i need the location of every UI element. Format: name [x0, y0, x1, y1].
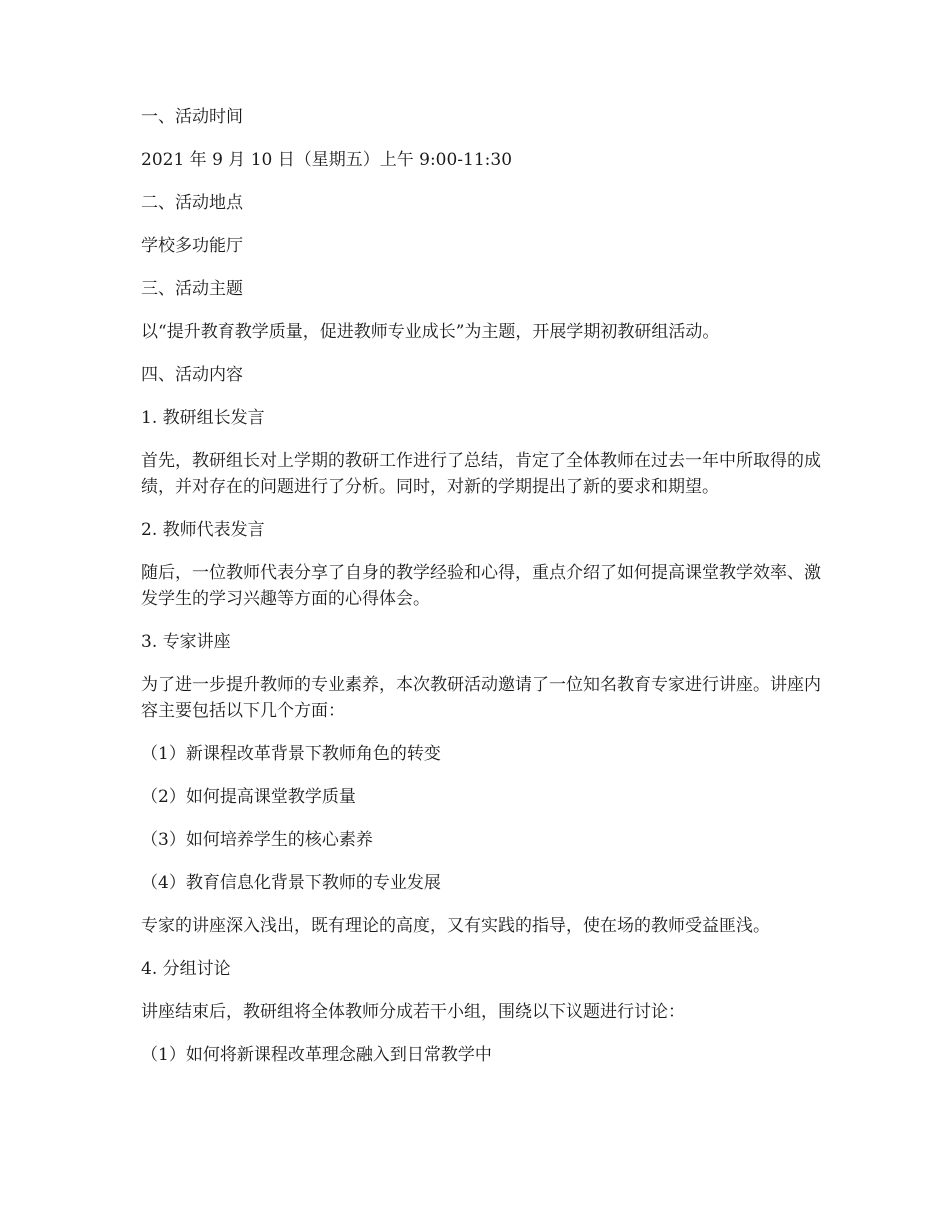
activity-location-text: 学校多功能厅 [141, 236, 243, 256]
subheading-leader-speech: 1. 教研组长发言 [141, 408, 265, 428]
section-heading-time: 一、活动时间 [141, 107, 243, 127]
lecture-topic-item: （4）教育信息化背景下教师的专业发展 [141, 873, 441, 893]
expert-lecture-text: 为了进一步提升教师的专业素养，本次教研活动邀请了一位知名教育专家进行讲座。讲座内容主要包括以下几个方面： [141, 675, 821, 721]
discussion-topic-item: （1）如何将新课程改革理念融入到日常教学中 [141, 1045, 492, 1065]
leader-speech-text: 首先，教研组长对上学期的教研工作进行了总结，肯定了全体教师在过去一年中所取得的成绩，并对存在的问题进行了分析。同时，对新的学期提出了新的要求和期望。 [141, 451, 821, 497]
document-body [141, 104, 831, 1085]
teacher-speech-text: 随后，一位教师代表分享了自身的教学经验和心得，重点介绍了如何提高课堂教学效率、激发学生的学习兴趣等方面的心得体会。 [141, 563, 821, 609]
section-heading-location: 二、活动地点 [141, 193, 243, 213]
section-heading-content: 四、活动内容 [141, 365, 243, 385]
group-discussion-text: 讲座结束后，教研组将全体教师分成若干小组，围绕以下议题进行讨论： [141, 1002, 685, 1022]
subheading-expert-lecture: 3. 专家讲座 [141, 632, 231, 652]
lecture-topic-item: （3）如何培养学生的核心素养 [141, 830, 373, 850]
activity-time-text: 2021 年 9 月 10 日（星期五）上午 9:00-11:30 [141, 150, 513, 170]
lecture-topic-item: （2）如何提高课堂教学质量 [141, 787, 356, 807]
subheading-teacher-speech: 2. 教师代表发言 [141, 520, 265, 540]
section-heading-theme: 三、活动主题 [141, 279, 243, 299]
activity-theme-text: 以“提升教育教学质量，促进教师专业成长”为主题，开展学期初教研组活动。 [141, 322, 720, 342]
subheading-group-discussion: 4. 分组讨论 [141, 959, 231, 979]
lecture-summary-text: 专家的讲座深入浅出，既有理论的高度，又有实践的指导，使在场的教师受益匪浅。 [141, 916, 770, 936]
lecture-topic-item: （1）新课程改革背景下教师角色的转变 [141, 744, 441, 764]
